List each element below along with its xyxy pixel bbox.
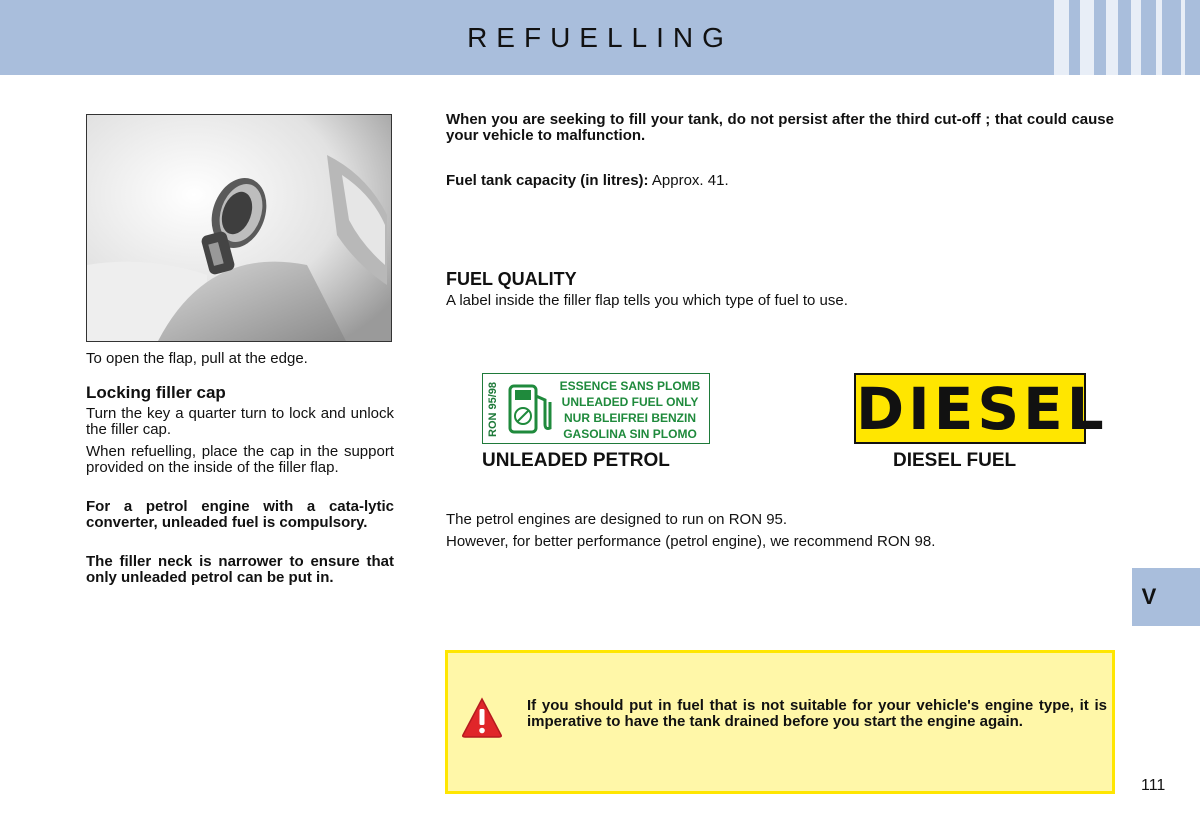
fuel-flap-image: [87, 115, 392, 342]
unleaded-sticker-text: [555, 378, 705, 442]
fuel-flap-illustration: [86, 114, 392, 342]
section-tab: V: [1132, 568, 1200, 626]
fuel-quality-heading: FUEL QUALITY: [446, 269, 577, 289]
locking-cap-heading: Locking filler cap: [86, 383, 226, 402]
cutoff-warning-text: When you are seeking to fill your tank, do not persist after the third cut-off ; that could cause your vehicle to malfunction.: [446, 111, 1114, 144]
tank-capacity: [446, 173, 1114, 189]
tank-capacity-value: Approx. 41.: [651, 172, 729, 189]
catalytic-converter-note: For a petrol engine with a cata-lytic converter, unleaded fuel is compulsory.: [86, 498, 394, 531]
page-title: REFUELLING: [467, 22, 733, 53]
unleaded-line-fr: ESSENCE SANS PLOMB: [559, 379, 701, 393]
warning-box: [445, 650, 1115, 794]
unleaded-petrol-caption: UNLEADED PETROL: [482, 450, 670, 471]
wrong-fuel-warning-text: If you should put in fuel that is not suitable for your vehicle's engine type, it is imperative to have the tank drained before you start the engine again.: [527, 697, 1107, 730]
filler-neck-note: The filler neck is narrower to ensure that only unleaded petrol can be put in.: [86, 553, 394, 586]
page-number: 111: [1141, 777, 1166, 794]
header-band: [0, 0, 1200, 75]
unleaded-line-en: UNLEADED FUEL ONLY: [561, 395, 699, 409]
diesel-sticker: DIESEL: [856, 375, 1108, 443]
warning-triangle-icon: [461, 697, 503, 739]
ron-rating: RON 95/98: [487, 381, 499, 437]
refuelling-cap-text: When refuelling, place the cap in the support provided on the inside of the filler flap.: [86, 443, 394, 476]
diesel-fuel-caption: DIESEL FUEL: [893, 450, 1017, 471]
ron-95-text: The petrol engines are designed to run on RON 95.: [446, 511, 788, 528]
locking-cap-text: Turn the key a quarter turn to lock and unlock the filler cap.: [86, 405, 394, 438]
fuel-pump-icon: [507, 380, 557, 438]
tank-capacity-label: Fuel tank capacity (in litres):: [446, 172, 649, 189]
unleaded-line-de: NUR BLEIFREI BENZIN: [564, 411, 696, 425]
ron-98-text: However, for better performance (petrol engine), we recommend RON 98.: [446, 533, 936, 550]
unleaded-fuel-sticker: [482, 373, 710, 444]
unleaded-line-es: GASOLINA SIN PLOMO: [563, 427, 697, 441]
photo-caption: To open the flap, pull at the edge.: [86, 350, 308, 367]
fuel-quality-text: A label inside the filler flap tells you which type of fuel to use.: [446, 292, 848, 309]
